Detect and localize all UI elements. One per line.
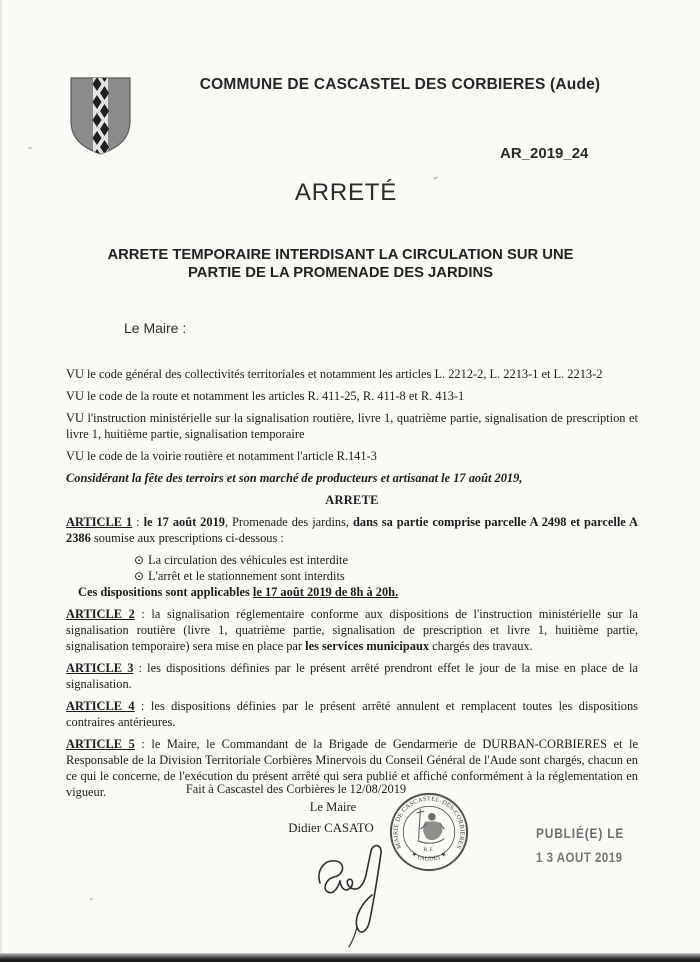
seal-ring-text-bottom: ★ (AUDE) ★ — [409, 850, 449, 863]
article-4-paragraph — [66, 698, 638, 730]
vu-paragraph-4: VU le code de la voirie routière et notamment l'article R.141-3 — [66, 449, 377, 463]
signatory-title: Le Maire — [309, 800, 357, 814]
vu-paragraph-2: VU le code de la route et notamment les articles R. 411-25, R. 411-8 et R. 413-1 — [66, 389, 465, 403]
decree-title-line2: PARTIE DE LA PROMENADE DES JARDINS — [187, 265, 493, 281]
decree-title — [0, 246, 681, 282]
signatory-name: Didier CASATO — [288, 821, 374, 835]
scan-speck — [28, 147, 32, 150]
seal-ring-text-top: MAIRIE DE CASCASTEL-DES-CORBIERES — [392, 795, 466, 850]
vu-paragraph-1: VU le code général des collectivités territoriales et notamment les articles L. 2212-2, L. 2213-1 et L. 2213-2 — [66, 367, 603, 381]
article-3-label: ARTICLE 3 — [66, 661, 134, 675]
publication-stamp — [536, 825, 640, 865]
article-5-label: ARTICLE 5 — [66, 737, 135, 751]
article-2-paragraph — [66, 606, 638, 654]
article-1-paragraph — [66, 514, 638, 546]
salutation: Le Maire : — [124, 320, 187, 336]
article-1-date: le 17 août 2019 — [143, 515, 225, 529]
article-1-tail: soumise aux prescriptions ci-dessous : — [90, 531, 284, 545]
decree-reference: AR_2019_24 — [500, 145, 589, 162]
article-2-text-after: chargés des travaux. — [429, 639, 533, 653]
article-1-bullet-1-text: La circulation des véhicules est interdite — [148, 553, 348, 567]
commune-coat-of-arms-icon — [69, 76, 132, 156]
scan-left-edge-shadow — [0, 0, 2, 962]
article-1-bullet-1 — [66, 552, 638, 568]
article-2-text-before: : la signalisation réglementaire conforme aux dispositions de l'instruction ministérielle sur la signalisation routière (livre 1, quatrième partie, signalisation de prescription et livre 1, huitième partie, signalisation temporaire) sera mise en place par — [66, 607, 638, 653]
document-type-heading: ARRETÉ — [294, 179, 398, 206]
article-1-label: ARTICLE 1 — [66, 515, 133, 529]
publication-stamp-label: PUBLIÉ(E) LE — [536, 825, 625, 841]
circled-dot-bullet-icon: ⊙ — [134, 553, 145, 567]
seal-center-text: R.F. — [423, 847, 435, 854]
article-2-label: ARTICLE 2 — [66, 607, 135, 621]
applicability-dates: le 17 août 2019 de 8h à 20h. — [252, 585, 399, 599]
article-4-label: ARTICLE 4 — [66, 699, 135, 713]
mairie-round-seal — [389, 792, 469, 872]
circled-dot-bullet-icon: ⊙ — [134, 569, 145, 583]
article-5-text: : le Maire, le Commandant de la Brigade de Gendarmerie de DURBAN-CORBIERES et le Responsable de la Division Territoriale Corbières Minervois du Conseil Général de l'Aude sont chargés, chacun en ce qui le concerne, de l'exécution du présent arrêté qui sera publié et affiché conformément à la réglementation en vigueur. — [66, 737, 638, 799]
article-1-bullet-2-text: L'arrêt et le stationnement sont interdits — [148, 569, 345, 583]
article-1-sep: : — [132, 515, 144, 529]
seal-heraldic-figure-icon — [417, 809, 445, 843]
scan-bottom-edge-band — [0, 953, 700, 962]
article-1-bullet-2 — [66, 568, 638, 584]
applicability-lead: Ces dispositions sont applicables — [78, 585, 253, 599]
article-1-applicability — [66, 584, 638, 600]
decree-title-line1: ARRETE TEMPORAIRE INTERDISANT LA CIRCULATION SUR UNE — [107, 247, 574, 263]
vu-paragraph-3: VU l'instruction ministérielle sur la signalisation routière, livre 1, quatrième partie, signalisation de prescription et livre 1, huitième partie, signalisation temporaire — [66, 411, 638, 441]
decree-body — [66, 366, 638, 806]
place-and-date-line: Fait à Cascastel des Corbières le 12/08/2019 — [185, 782, 407, 796]
article-3-text: : les dispositions définies par le présent arrêté prendront effet le jour de la mise en place de la signalisation. — [66, 661, 638, 691]
commune-header: COMMUNE DE CASCASTEL DES CORBIERES (Aude) — [199, 76, 601, 93]
article-1-mid: , Promenade des jardins, — [224, 515, 353, 529]
publication-stamp-date: 1 3 AOUT 2019 — [536, 850, 623, 865]
article-1-parcels: dans sa partie comprise parcelle A 2498 et parcelle A 2386 — [66, 515, 638, 545]
article-2-bold: les services municipaux — [305, 639, 430, 653]
mayor-signature — [302, 831, 392, 949]
article-3-paragraph — [66, 660, 638, 692]
article-4-text: : les dispositions définies par le présent arrêté annulent et remplacent toutes les dispositions contraires antérieures. — [66, 699, 638, 729]
scan-speck — [90, 898, 93, 900]
arrete-heading: ARRETE — [325, 493, 379, 507]
considerant-paragraph: Considérant la fête des terroirs et son marché de producteurs et artisanat le 17 août 2019, — [66, 471, 523, 485]
